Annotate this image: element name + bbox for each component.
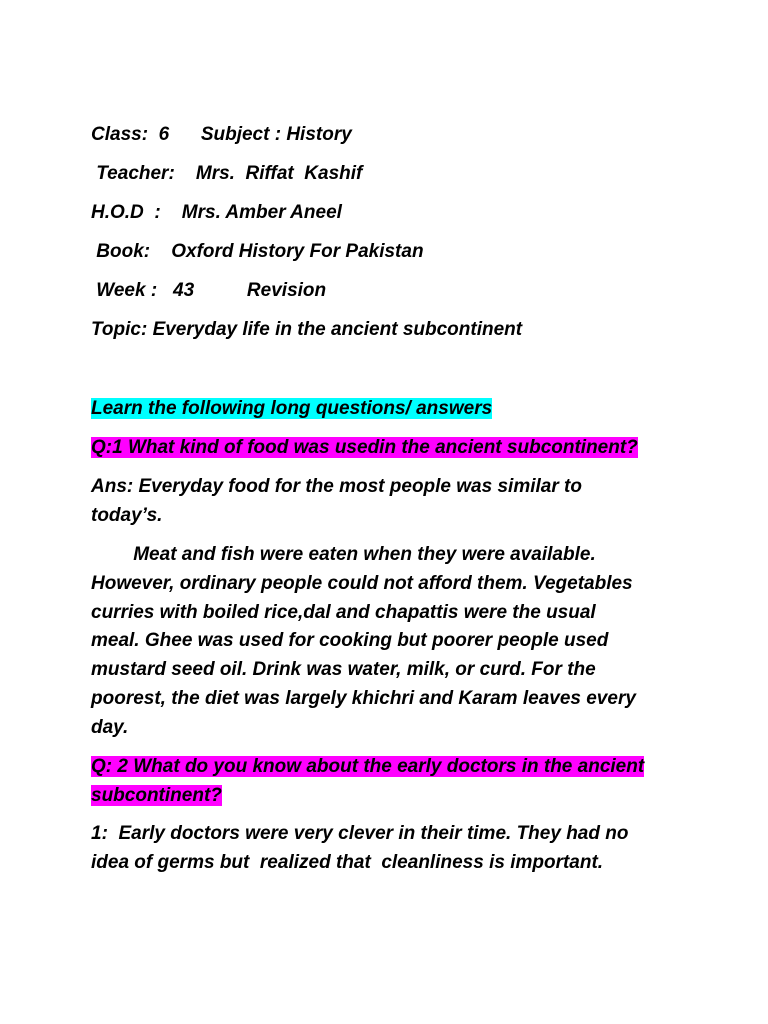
q2-answer-line: 1: Early doctors were very clever in their time. They had no [91, 823, 629, 844]
teacher-line: Teacher: Mrs. Riffat Kashif [91, 163, 363, 184]
q2-question-line-1 [91, 756, 644, 778]
q2-question-line-2 [91, 785, 222, 807]
topic-line: Topic: Everyday life in the ancient subcontinent [91, 319, 523, 340]
q1-para-line: day. [91, 717, 129, 738]
q2-question-highlight-2: subcontinent? [91, 785, 222, 806]
book-line: Book: Oxford History For Pakistan [91, 241, 424, 262]
q1-para-line: Meat and fish were eaten when they were available. [91, 544, 596, 565]
q1-para-line: meal. Ghee was used for cooking but poorer people used [91, 630, 609, 651]
q2-answer-line: idea of germs but realized that cleanliness is important. [91, 852, 604, 873]
instructions-highlight: Learn the following long questions/ answers [91, 398, 493, 419]
week-line: Week : 43 Revision [91, 280, 327, 301]
q1-para-line: curries with boiled rice,dal and chapattis were the usual [91, 602, 596, 623]
hod-line: H.O.D : Mrs. Amber Aneel [91, 202, 342, 223]
q1-para-line: mustard seed oil. Drink was water, milk, or curd. For the [91, 659, 596, 680]
q2-question-highlight-1: Q: 2 What do you know about the early doctors in the ancient [91, 756, 645, 777]
q1-para-line: poorest, the diet was largely khichri and Karam leaves every [91, 688, 636, 709]
q1-question [91, 437, 638, 459]
q1-para-line: However, ordinary people could not afford them. Vegetables [91, 573, 633, 594]
instructions-line [91, 398, 492, 420]
q1-answer-line-1: Ans: Everyday food for the most people was similar to [91, 476, 582, 497]
q1-question-highlight: Q:1 What kind of food was usedin the ancient subcontinent? [91, 437, 638, 458]
q1-answer-line-2: today’s. [91, 505, 163, 526]
class-subject-line: Class: 6 Subject : History [91, 124, 352, 145]
